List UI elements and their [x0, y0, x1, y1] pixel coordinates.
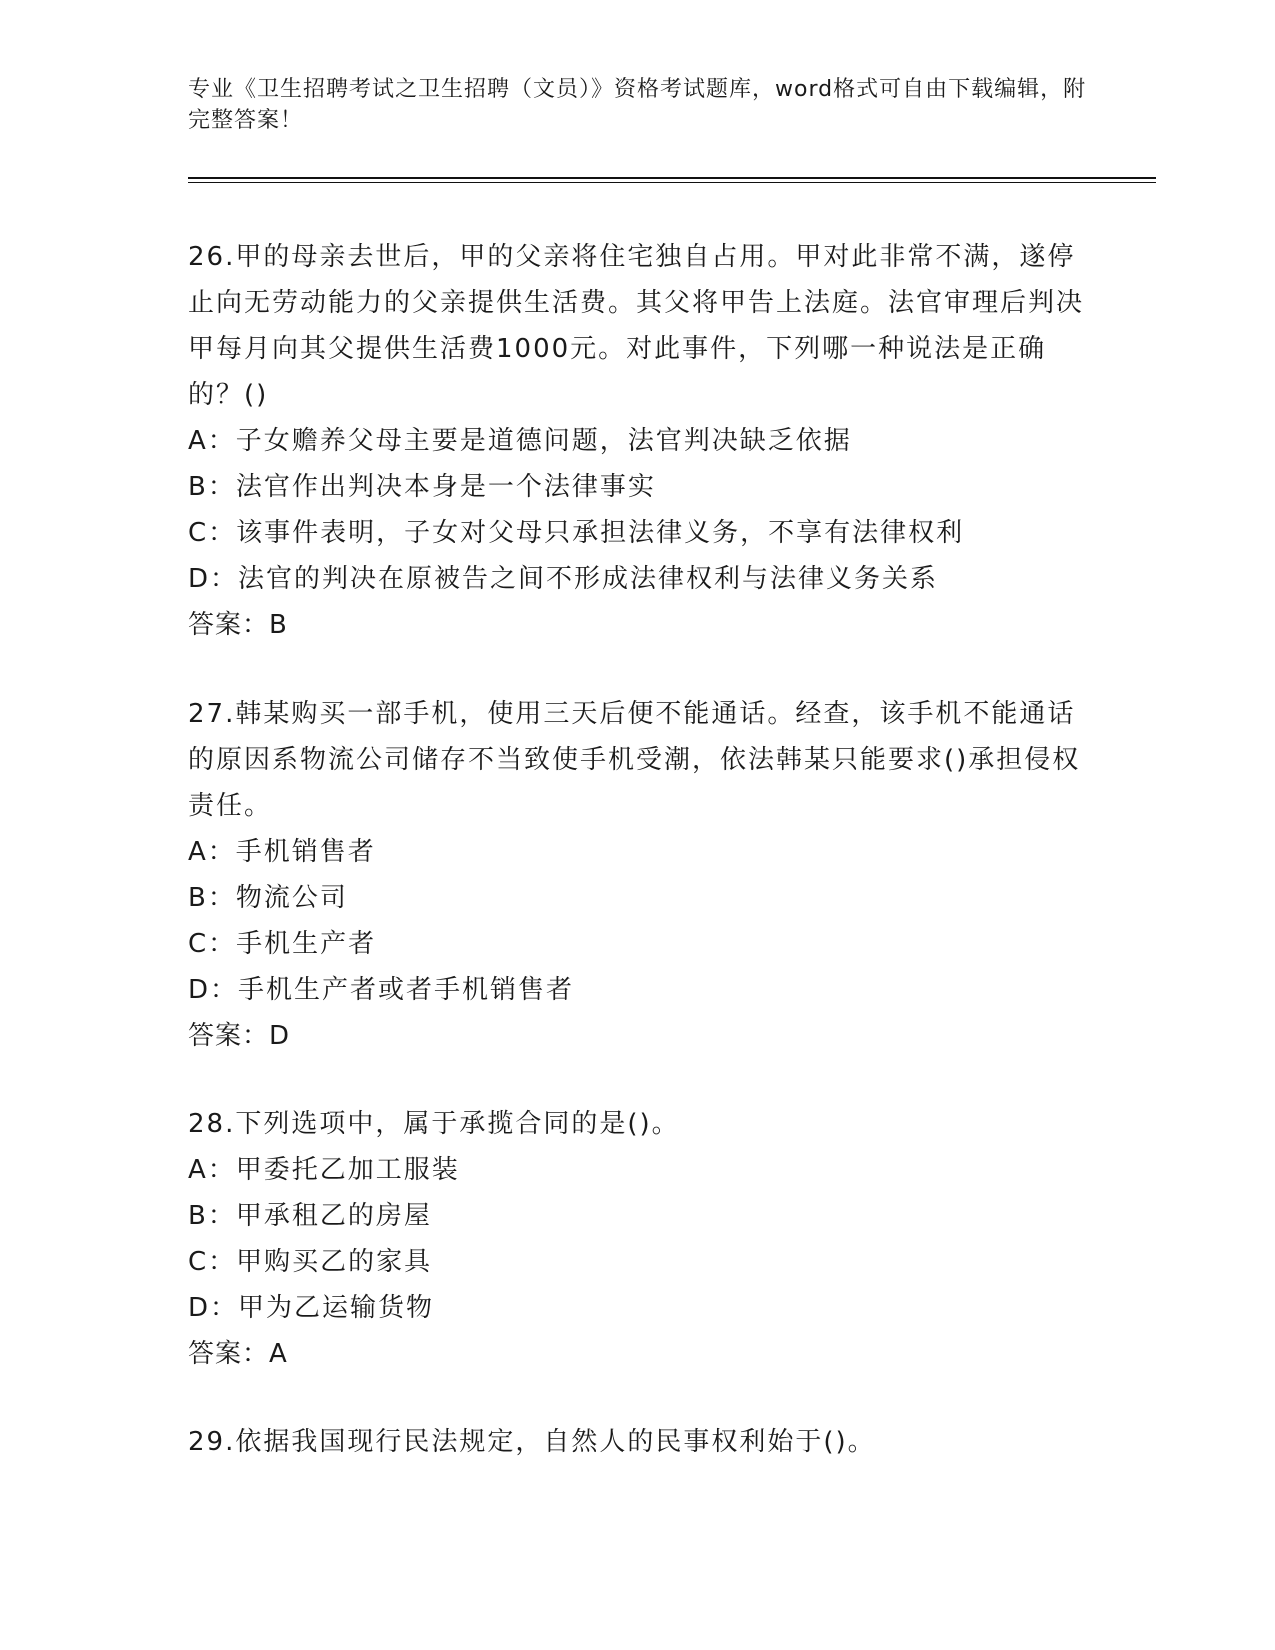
- question-stem: 27.韩某购买一部手机，使用三天后便不能通话。经查，该手机不能通话的原因系物流公司储存不当致使手机受潮，依法韩某只能要求()承担侵权责任。: [188, 699, 1081, 821]
- header-divider-thin: [188, 182, 1156, 183]
- answer: 答案：D: [188, 1021, 291, 1051]
- answer: 答案：A: [188, 1339, 288, 1369]
- question-28: [188, 1101, 1088, 1377]
- question-stem: 26.甲的母亲去世后，甲的父亲将住宅独自占用。甲对此非常不满，遂停止向无劳动能力的父亲提供生活费。其父将甲告上法庭。法官审理后判决甲每月向其父提供生活费1000元。对此事件，下列哪一种说法是正确的？(): [188, 242, 1085, 410]
- option-b: B：甲承租乙的房屋: [188, 1201, 432, 1231]
- option-a: A：甲委托乙加工服装: [188, 1155, 460, 1185]
- question-26: [188, 234, 1088, 648]
- header-divider-thick: [188, 177, 1156, 179]
- option-c: C：甲购买乙的家具: [188, 1247, 433, 1277]
- option-c: C：手机生产者: [188, 929, 377, 959]
- option-d: D：甲为乙运输货物: [188, 1293, 435, 1323]
- question-stem: 28.下列选项中，属于承揽合同的是()。: [188, 1109, 680, 1139]
- question-27: [188, 691, 1088, 1059]
- option-a: A：子女赡养父母主要是道德问题，法官判决缺乏依据: [188, 426, 852, 456]
- question-stem: 29.依据我国现行民法规定，自然人的民事权利始于()。: [188, 1427, 876, 1457]
- option-a: A：手机销售者: [188, 837, 376, 867]
- option-c: C：该事件表明，子女对父母只承担法律义务，不享有法律权利: [188, 518, 965, 548]
- option-d: D：手机生产者或者手机销售者: [188, 975, 575, 1005]
- answer: 答案：B: [188, 610, 288, 640]
- document-header: 专业《卫生招聘考试之卫生招聘（文员）》资格考试题库，word格式可自由下载编辑，附完整答案！: [188, 77, 1087, 133]
- question-29: [188, 1419, 1088, 1465]
- option-b: B：物流公司: [188, 883, 348, 913]
- option-b: B：法官作出判决本身是一个法律事实: [188, 472, 656, 502]
- option-d: D：法官的判决在原被告之间不形成法律权利与法律义务关系: [188, 564, 939, 594]
